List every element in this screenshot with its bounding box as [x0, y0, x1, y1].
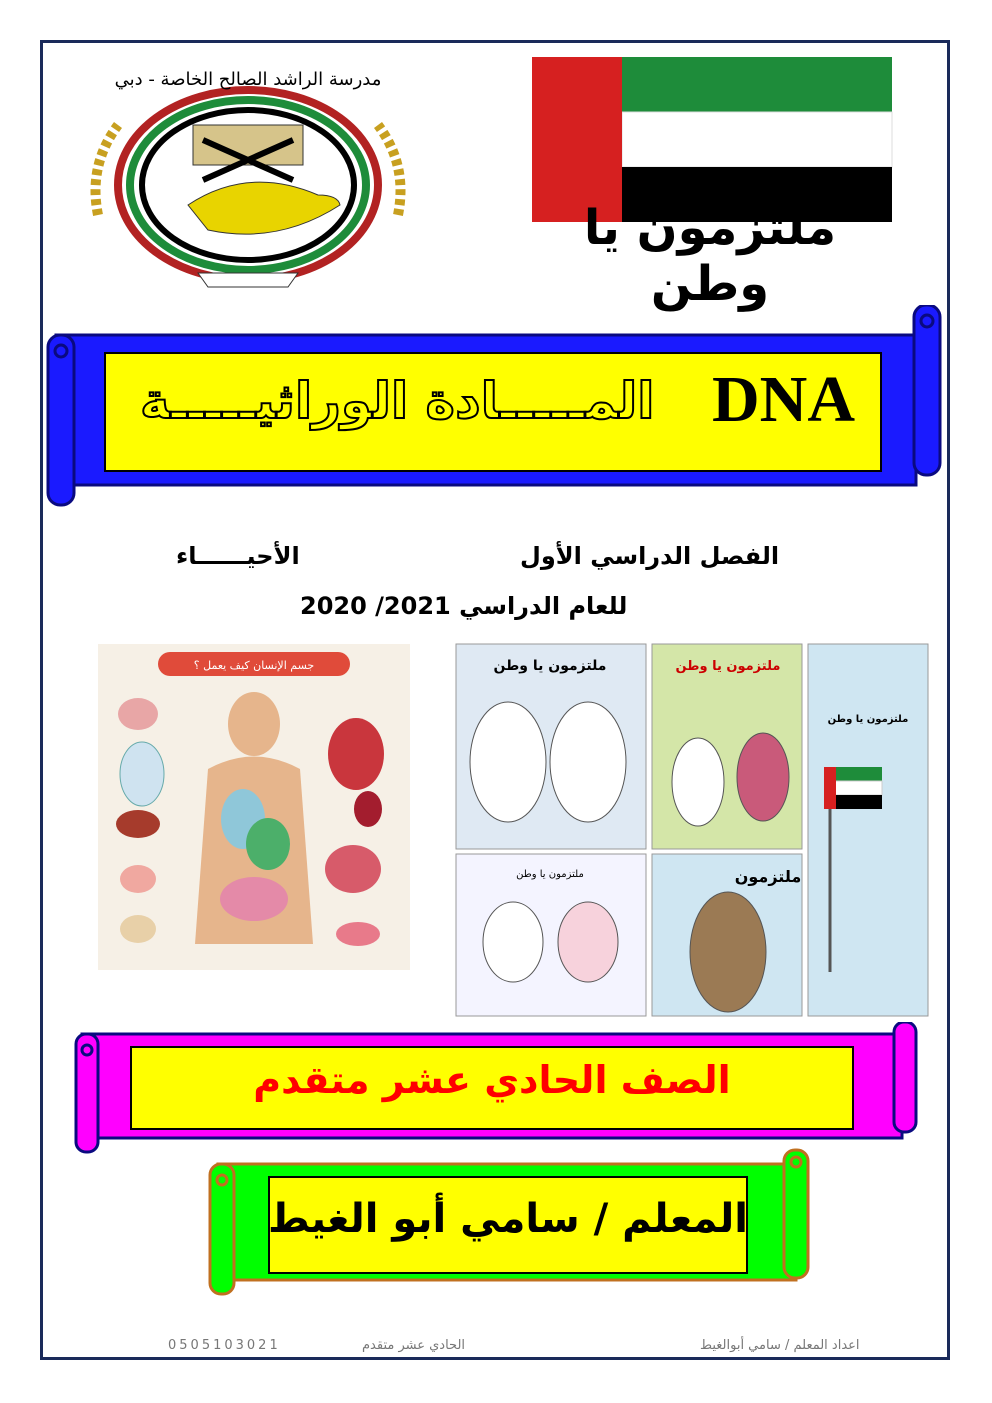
anatomy-caption: جسم الإنسان كيف يعمل ؟: [193, 659, 315, 672]
comic-collage: [438, 642, 930, 1018]
academic-year: للعام الدراسي 2021/ 2020: [300, 592, 628, 620]
comic-caption-4: ملتزمون يا وطن: [516, 869, 584, 880]
comic-caption-3: ملتزمون يا وطن: [827, 714, 909, 725]
footer-prepared-by: اعداد المعلم / سامي أبوالغيط: [700, 1338, 860, 1353]
footer-grade: الحادي عشر متقدم: [362, 1338, 466, 1353]
title-arabic: المـــــادة الوراثيـــــة: [140, 372, 655, 430]
teacher-label: المعلم / سامي أبو الغيط: [268, 1196, 748, 1242]
semester-label: الفصل الدراسي الأول: [520, 542, 780, 570]
school-logo: [78, 45, 418, 295]
comic-caption-2: ملتزمون يا وطن: [675, 659, 781, 674]
title-dna: DNA: [712, 363, 855, 436]
school-name-text: مدرسة الراشد الصالح الخاصة - دبي: [114, 69, 382, 90]
grade-label: الصف الحادي عشر متقدم: [253, 1058, 731, 1102]
subject-label: الأحيــــــاء: [176, 542, 300, 570]
anatomy-illustration: [98, 644, 410, 970]
footer-phone: 0505103021: [168, 1338, 281, 1353]
comic-caption-5: ملتزمون: [734, 867, 802, 886]
flag-slogan: ملتزمون يا وطن: [583, 200, 837, 312]
comic-caption-1: ملتزمون يا وطن: [493, 658, 607, 674]
